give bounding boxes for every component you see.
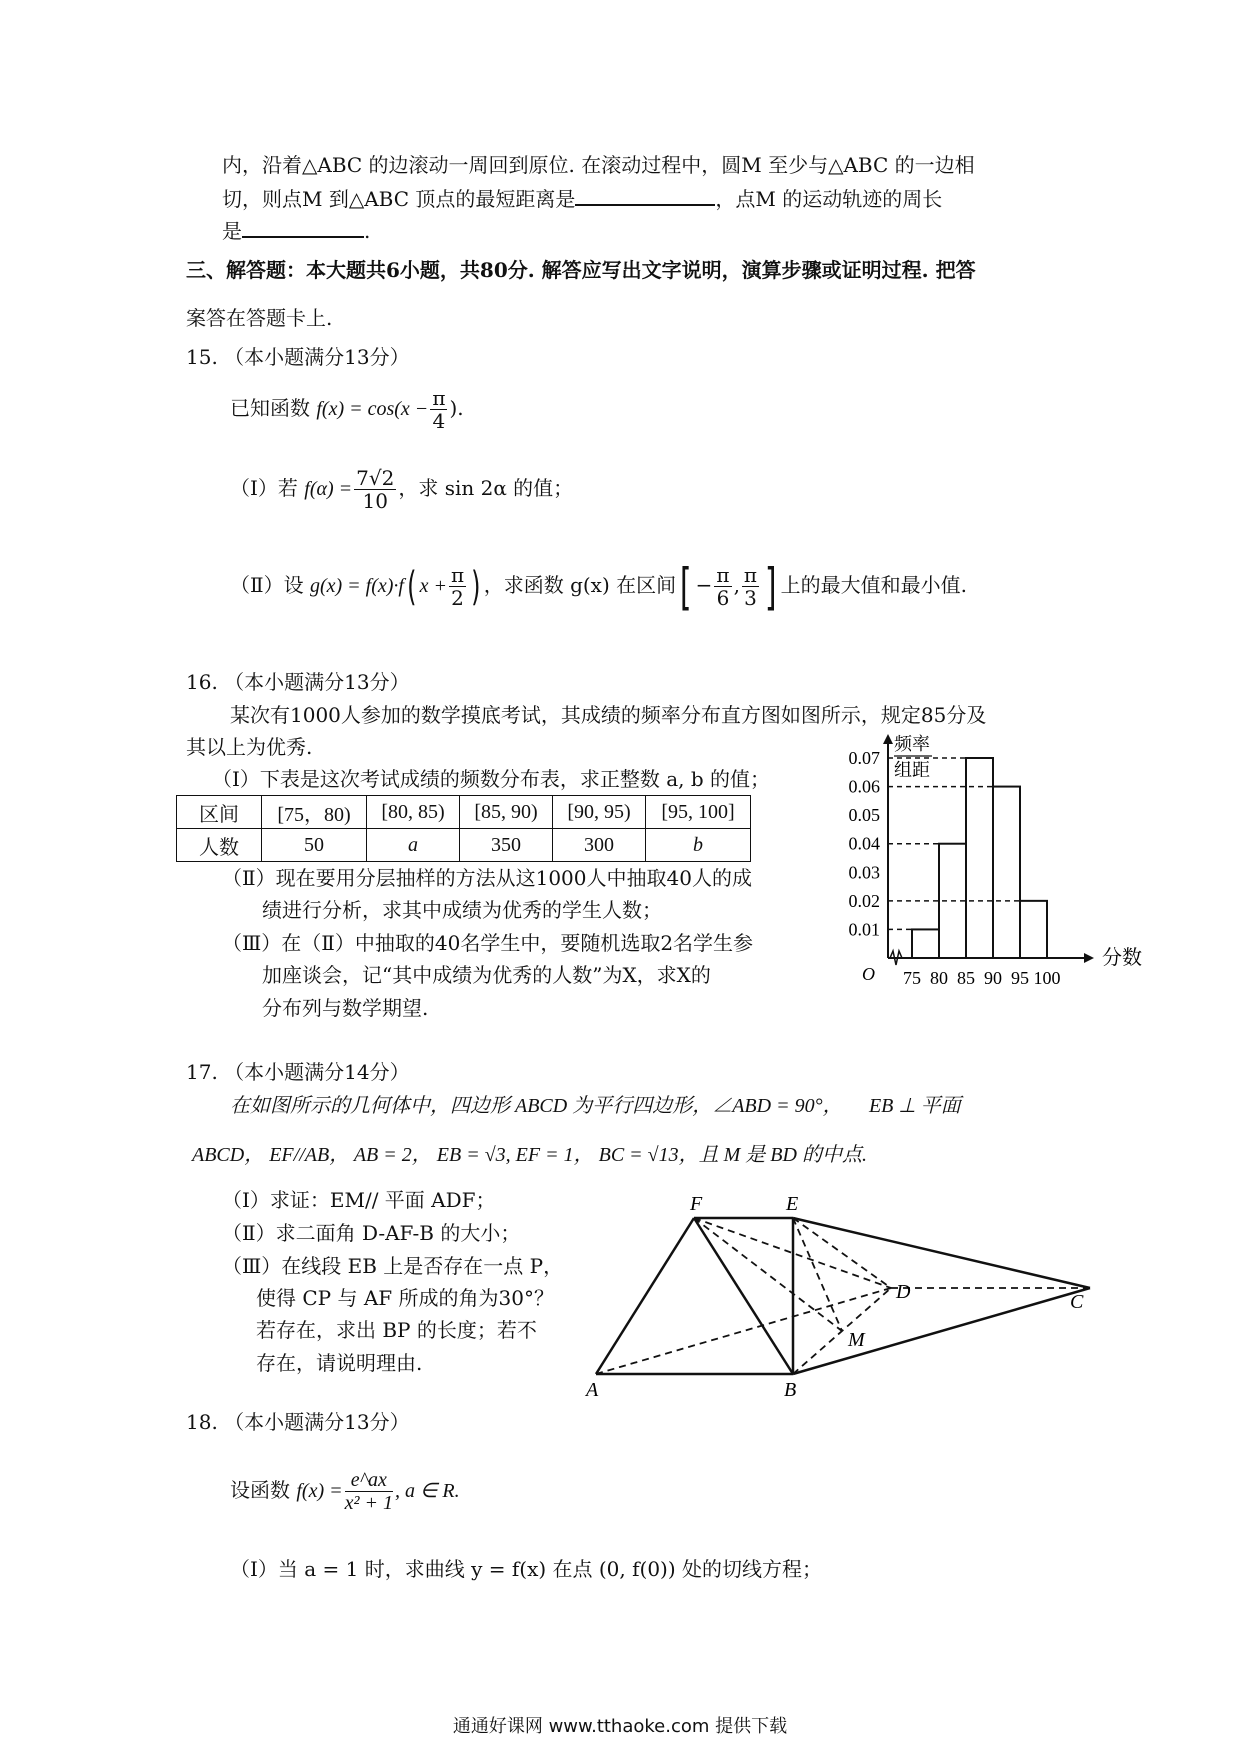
label-e: E [786, 1193, 799, 1215]
y-tick-label: 0.01 [848, 919, 880, 940]
q14-line-1: 内，沿着△ABC 的边滚动一周回到原位. 在滚动过程中，圆M 至少与△ABC 的一边相 [222, 153, 975, 177]
q15-part-1 [230, 466, 573, 512]
x-axis-label: 分数 [1102, 947, 1142, 969]
histogram-plot [849, 734, 1143, 988]
q15-given-num: π [432, 386, 446, 410]
label-m: M [848, 1329, 865, 1351]
y-tick-label: 0.05 [848, 805, 880, 826]
page-footer: 通通好课网 www.tthaoke.com 提供下载 [452, 1716, 788, 1737]
histogram-bar [1020, 901, 1047, 958]
q17-part-2: （Ⅱ）求二面角 D-AF-B 的大小； [222, 1221, 521, 1245]
label-a: A [586, 1379, 599, 1401]
q15-part-2-num: π [450, 563, 465, 587]
q18-given-prefix: 设函数 [230, 1478, 290, 1502]
table-cell: 300 [553, 829, 646, 862]
table-row [177, 829, 751, 862]
table-cell: b [646, 829, 751, 862]
q16-part-2-line-1: （Ⅱ）现在要用分层抽样的方法从这1000人中抽取40人的成 [222, 866, 752, 890]
q16-part-3-line-2: 加座谈会，记“其中成绩为优秀的人数”为X，求X的 [262, 963, 711, 987]
q18-given-den: x² + 1 [344, 1492, 393, 1514]
histogram-bar [912, 929, 939, 958]
edge-fm [694, 1218, 842, 1331]
table-cell: [80, 85) [367, 796, 460, 829]
q14-line-2-text-b: ，点M 的运动轨迹的周长 [715, 187, 943, 211]
q18-given-fraction [345, 1469, 393, 1514]
q15-given-func: f(x) = cos(x − [316, 398, 429, 420]
q15-part-1-suffix: ，求 sin 2α 的值； [398, 476, 574, 500]
q16-part-1: （Ⅰ）下表是这次考试成绩的频数分布表，求正整数 a, b 的值； [212, 767, 771, 791]
x-tick-label: 80 [930, 968, 948, 988]
section-3-heading: 三、解答题：本大题共6小题，共80分. 解答应写出文字说明，演算步骤或证明过程. 把答 [186, 258, 976, 282]
q15-paren-open: ( [407, 563, 417, 610]
y-tick-label: 0.02 [848, 890, 880, 911]
q15-part-1-func: f(α) = [304, 478, 353, 500]
edge-fb [694, 1218, 793, 1374]
y-axis-label-bottom: 组距 [894, 760, 930, 780]
q15-part-2-prefix: （Ⅱ）设 [230, 573, 304, 597]
q15-part-2-mid: ，求函数 g(x) 在区间 [483, 573, 677, 597]
table-row [177, 796, 751, 829]
q18-given-num: e^ax [345, 1469, 393, 1492]
q15-given-fraction [430, 387, 447, 432]
label-b: B [784, 1379, 797, 1401]
q14-answer-blank-1[interactable] [575, 186, 715, 206]
table-cell: [90, 95) [553, 796, 646, 829]
y-tick-label: 0.07 [848, 748, 880, 768]
table-cell: [95, 100] [646, 796, 751, 829]
q17-line-1-a: 在如图所示的几何体中，四边形 ABCD 为平行四边形，∠ABD = 90°， [230, 1095, 843, 1117]
q15-interval-a [714, 564, 731, 609]
q15-interval-b-den: 3 [744, 586, 757, 610]
q18-part-1: （Ⅰ）当 a = 1 时，求曲线 y = f(x) 在点 (0, f(0)) 处的切线方程； [230, 1557, 823, 1581]
q17-part-1: （Ⅰ）求证：EM// 平面 ADF； [222, 1188, 496, 1212]
label-f: F [690, 1193, 703, 1215]
q17-header: 17. （本小题满分14分） [186, 1060, 410, 1084]
q15-part-2-func: g(x) = f(x)·f [309, 575, 404, 597]
q18-header: 18. （本小题满分13分） [186, 1410, 410, 1434]
q17-part-3-line-3: 若存在，求出 BP 的长度；若不 [256, 1318, 537, 1342]
frequency-table [176, 795, 751, 862]
q15-interval-b-num: π [743, 563, 758, 587]
x-tick-label: 95 [1011, 968, 1029, 988]
x-tick-label: 90 [984, 968, 1002, 988]
table-cell: [75，80) [262, 796, 367, 829]
q17-line-2: ABCD， EF//AB， AB = 2， EB = √3, EF = 1， BC = √13，且 M 是 BD 的中点. [192, 1144, 867, 1166]
edge-bc [793, 1288, 1090, 1374]
q17-part-3-line-1: （Ⅲ）在线段 EB 上是否存在一点 P， [222, 1254, 564, 1278]
q14-line-3 [222, 218, 370, 243]
q18-given-func: f(x) = [296, 1480, 343, 1502]
q15-given [230, 386, 464, 432]
q16-intro-1: 某次有1000人参加的数学摸底考试，其成绩的频率分布直方图如图所示，规定85分及 [230, 703, 987, 727]
q15-part-1-fraction [354, 467, 396, 512]
q16-intro-2: 其以上为优秀. [186, 735, 313, 759]
q14-line-2-text-a: 切，则点M 到△ABC 顶点的最短距离是 [222, 187, 576, 211]
q16-header: 16. （本小题满分13分） [186, 670, 410, 694]
q15-given-suffix: ). [449, 396, 464, 420]
q18-given-suffix: , a ∈ R. [394, 1480, 460, 1502]
y-axis-label-top: 频率 [894, 734, 930, 754]
histogram-chart [820, 730, 1180, 1000]
q15-given-den: 4 [432, 409, 446, 433]
table-cell: [85, 90) [460, 796, 553, 829]
x-tick-label: 75 [903, 968, 921, 988]
y-axis-arrow [883, 734, 893, 744]
q15-bracket-close: ] [764, 557, 777, 616]
table-cell: 350 [460, 829, 553, 862]
edge-ad [596, 1288, 891, 1374]
q17-line-1 [230, 1093, 961, 1118]
q15-given-prefix: 已知函数 [230, 396, 310, 420]
label-d: D [896, 1281, 911, 1303]
x-tick-label: 100 [1033, 968, 1061, 988]
q17-line-1-b: EB ⊥ 平面 [868, 1095, 961, 1117]
q16-part-3-line-3: 分布列与数学期望. [262, 996, 429, 1020]
y-tick-label: 0.06 [848, 776, 880, 797]
q15-interval-b [742, 564, 759, 609]
q15-header: 15. （本小题满分13分） [186, 345, 410, 369]
q15-bracket-open: [ [680, 557, 692, 616]
table-cell: a [367, 829, 460, 862]
q16-part-3-line-1: （Ⅲ）在（Ⅱ）中抽取的40名学生中，要随机选取2名学生参 [222, 931, 754, 955]
q15-interval-a-num: π [716, 563, 730, 587]
q14-answer-blank-2[interactable] [242, 218, 364, 238]
q15-part-2-den: 2 [451, 586, 464, 610]
histogram-bar [993, 787, 1020, 958]
table-cell: 人数 [177, 829, 262, 862]
q18-given [230, 1468, 460, 1514]
q15-part-1-num: 7√2 [356, 466, 395, 490]
q14-line-3-text-b: . [364, 219, 371, 243]
q15-part-2-inner: x + [419, 575, 447, 597]
q16-part-2-line-2: 绩进行分析，求其中成绩为优秀的学生人数； [262, 898, 662, 922]
q14-line-2 [222, 186, 942, 211]
x-tick-label: 85 [957, 968, 975, 988]
x-axis-arrow [1084, 953, 1094, 963]
table-cell: 区间 [177, 796, 262, 829]
histogram-bar [966, 758, 993, 958]
q15-paren-close: ) [471, 563, 481, 610]
y-tick-label: 0.04 [848, 833, 880, 854]
origin-label: O [862, 964, 875, 984]
section-3-heading-cont: 案答在答题卡上. [186, 306, 333, 330]
label-c: C [1070, 1291, 1084, 1313]
q15-part-2-fraction [449, 564, 466, 609]
edge-ec [793, 1218, 1090, 1288]
q15-part-2: （Ⅱ）设 g(x) = f(x)·f( x + $\frac{\pi}{2}$ ) ，求函数 g(x) 在区间[ − $\frac{\pi}{6}$ , $\frac{\pi}{3}$ ] 上的最大值和最小值. [230, 557, 967, 616]
q14-line-3-text-a: 是 [222, 219, 242, 243]
q15-part-1-prefix: （Ⅰ）若 [230, 476, 298, 500]
q17-part-3-line-4: 存在，请说明理由. [256, 1351, 423, 1375]
q15-part-2-suffix: 上的最大值和最小值. [780, 573, 967, 597]
q15-interval-a-den: 6 [716, 586, 730, 610]
q15-part-1-den: 10 [362, 489, 388, 513]
geometry-figure [580, 1190, 1110, 1410]
table-cell: 50 [262, 829, 367, 862]
y-tick-label: 0.03 [848, 862, 880, 883]
q17-part-3-line-2: 使得 CP 与 AF 所成的角为30°？ [256, 1286, 554, 1310]
